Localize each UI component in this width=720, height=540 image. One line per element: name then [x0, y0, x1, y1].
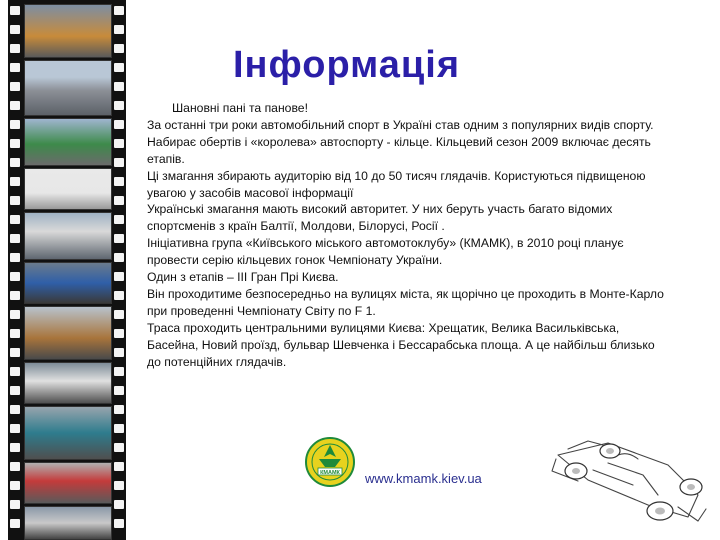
film-perforation — [10, 386, 20, 395]
film-photo-frame — [24, 60, 112, 116]
film-perforation — [114, 25, 124, 34]
film-perforation — [10, 519, 20, 528]
film-perforation — [114, 44, 124, 53]
film-perforation — [10, 101, 20, 110]
film-perforation — [114, 139, 124, 148]
film-perforation — [114, 6, 124, 15]
film-perforations-right — [114, 0, 124, 540]
film-perforation — [114, 405, 124, 414]
film-perforation — [114, 424, 124, 433]
greeting: Шановні пані та панове! — [172, 101, 308, 115]
film-perforation — [10, 120, 20, 129]
film-perforation — [114, 63, 124, 72]
film-perforation — [114, 367, 124, 376]
website-url[interactable]: www.kmamk.kiev.ua — [365, 471, 482, 486]
film-perforation — [10, 215, 20, 224]
film-perforation — [114, 215, 124, 224]
film-perforation — [10, 234, 20, 243]
film-perforation — [114, 234, 124, 243]
film-strip — [8, 0, 126, 540]
film-perforation — [10, 424, 20, 433]
paragraph: Українські змагання мають високий авторитет. У них беруть участь багато відомих спортсменів з країн Балтії, Молдови, Білорусі, Росії . — [147, 202, 613, 234]
film-perforation — [10, 25, 20, 34]
film-photo-frame — [24, 506, 112, 540]
paragraph: Ці змагання збирають аудиторію від 10 до 50 тисяч глядачів. Користуються підвищеною увагою у засобів масової інформації — [147, 168, 646, 200]
film-perforation — [10, 177, 20, 186]
film-perforation — [10, 481, 20, 490]
film-perforation — [10, 63, 20, 72]
film-perforation — [10, 139, 20, 148]
film-perforation — [10, 329, 20, 338]
film-perforation — [10, 272, 20, 281]
film-perforation — [10, 462, 20, 471]
film-perforation — [10, 158, 20, 167]
film-perforation — [114, 82, 124, 91]
film-photo-frame — [24, 212, 112, 260]
film-perforation — [10, 443, 20, 452]
film-photo-frame — [24, 4, 112, 58]
film-photo-frame — [24, 262, 112, 304]
film-photo-frame — [24, 118, 112, 166]
film-perforation — [10, 253, 20, 262]
film-perforation — [114, 443, 124, 452]
film-perforation — [10, 196, 20, 205]
film-perforations-left — [10, 0, 20, 540]
film-perforation — [114, 462, 124, 471]
film-perforation — [10, 367, 20, 376]
film-perforation — [114, 177, 124, 186]
film-photo-frame — [24, 462, 112, 504]
film-perforation — [10, 44, 20, 53]
paragraph: Ініціативна група «Київського міського автомотоклубу» (КМАМК), в 2010 році планує провести серію кільцевих гонок Чемпіонату України. — [147, 236, 624, 268]
film-perforation — [114, 196, 124, 205]
film-perforation — [114, 519, 124, 528]
paragraph: Він проходитиме безпосередньо на вулицях міста, як щорічно це проходить в Монте-Карло при проведенні Чемпіонату Світу по F 1. — [147, 286, 664, 318]
race-car-sketch — [548, 425, 708, 530]
film-perforation — [114, 158, 124, 167]
film-perforation — [114, 272, 124, 281]
film-perforation — [114, 310, 124, 319]
film-perforation — [114, 101, 124, 110]
film-perforation — [10, 348, 20, 357]
film-perforation — [10, 291, 20, 300]
film-photo-frame — [24, 306, 112, 360]
film-perforation — [114, 500, 124, 509]
film-perforation — [10, 310, 20, 319]
film-perforation — [114, 253, 124, 262]
info-text — [147, 100, 667, 371]
paragraph: За останні три роки автомобільний спорт в Україні став одним з популярних видів спорту. Набирає обертів і «королева» автоспорту - кільце. Кільцевий сезон 2009 включає десять етапів. — [147, 117, 654, 166]
film-perforation — [10, 6, 20, 15]
page-title: Інформація — [233, 44, 461, 86]
film-perforation — [114, 329, 124, 338]
film-photo-frame — [24, 362, 112, 404]
film-perforation — [114, 120, 124, 129]
paragraph: Один з етапів – III Гран Прі Києва. — [147, 270, 339, 285]
film-perforation — [114, 481, 124, 490]
kmamk-logo — [305, 437, 355, 487]
film-perforation — [10, 405, 20, 414]
film-perforation — [10, 500, 20, 509]
film-photo-frame — [24, 406, 112, 460]
film-perforation — [10, 82, 20, 91]
paragraph: Траса проходить центральними вулицями Києва: Хрещатик, Велика Васильківська, Басейна, Новий проїзд, бульвар Шевченка і Бессарабська площа. А це найбільш близько до потенційних глядачів. — [147, 320, 655, 369]
film-perforation — [114, 291, 124, 300]
film-perforation — [114, 386, 124, 395]
film-photo-frame — [24, 168, 112, 210]
logo-text: КМАМК — [320, 470, 340, 476]
film-perforation — [114, 348, 124, 357]
